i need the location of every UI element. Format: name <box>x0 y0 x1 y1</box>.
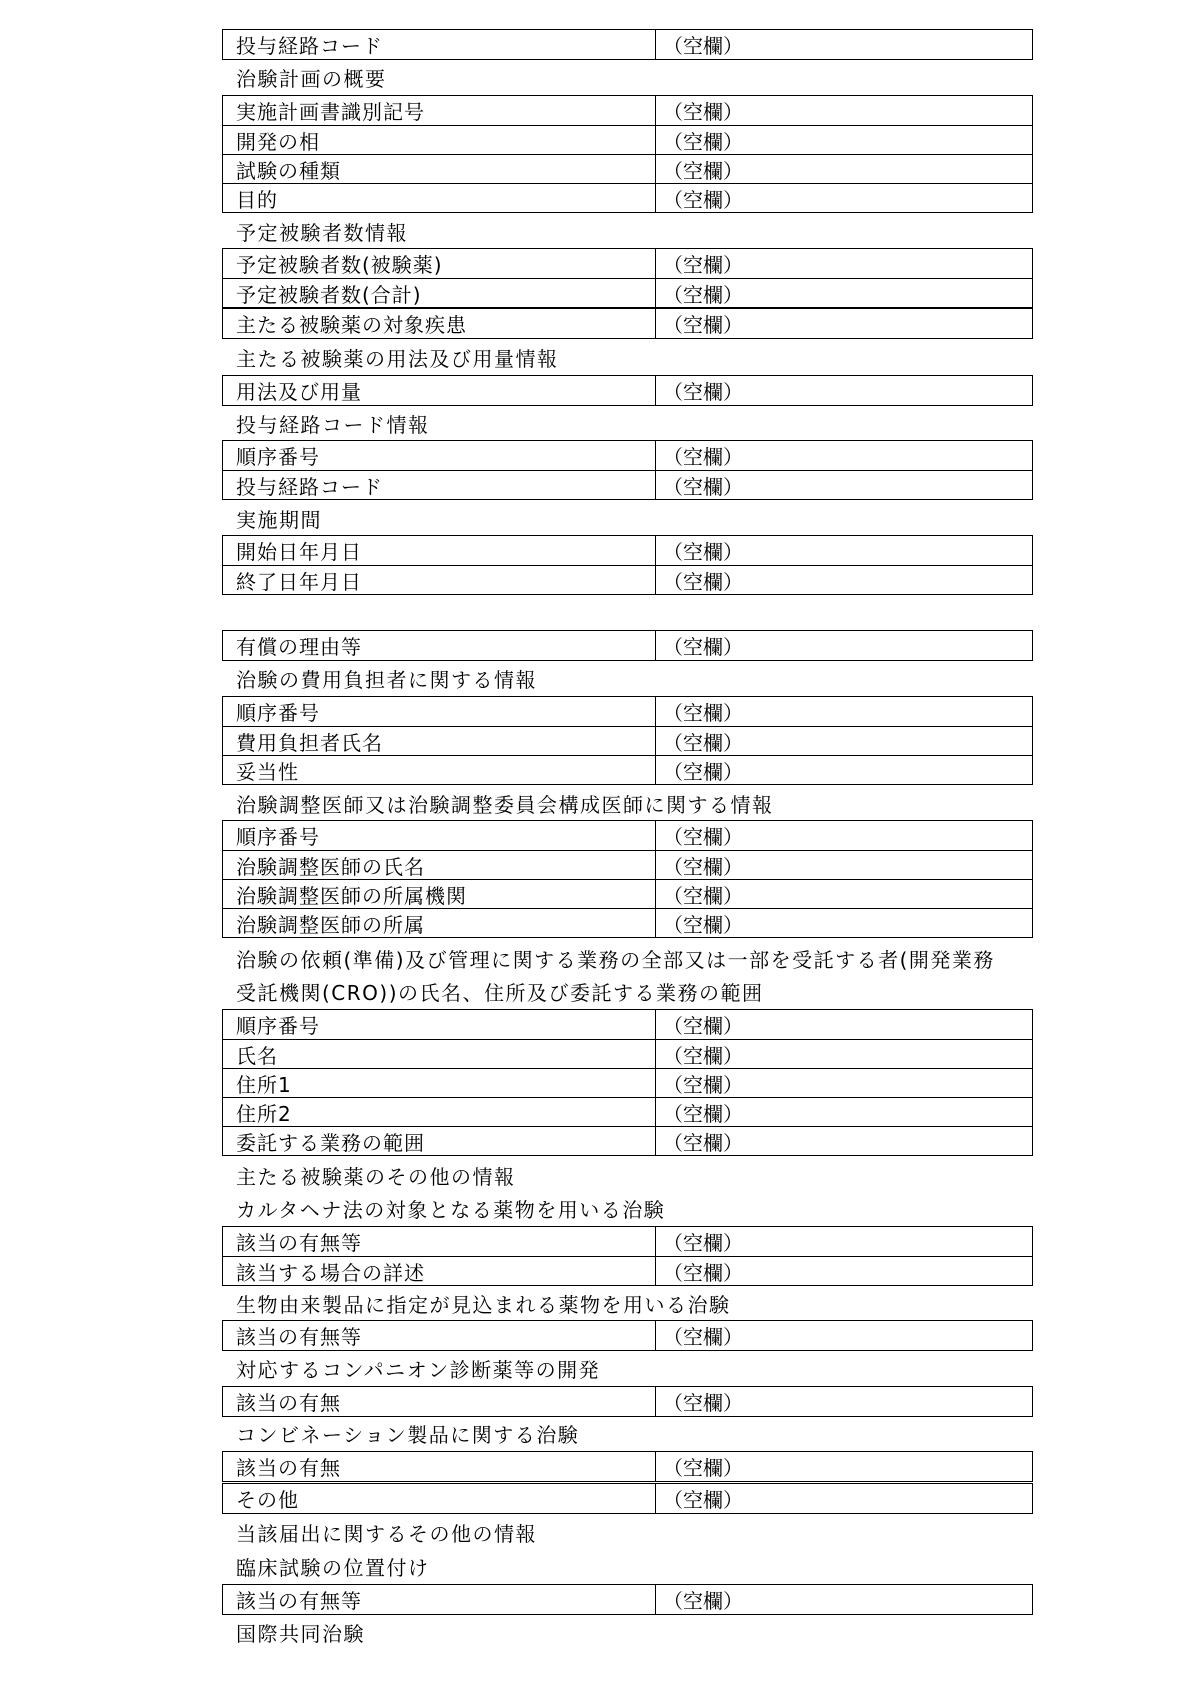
column-divider <box>655 1484 656 1513</box>
table-row <box>223 631 1032 660</box>
field-label: 試験の種類 <box>236 158 341 183</box>
field-table <box>222 696 1033 785</box>
field-value: （空欄） <box>663 730 743 755</box>
field-table <box>222 630 1033 661</box>
column-divider <box>655 30 656 59</box>
field-value: （空欄） <box>663 187 743 212</box>
section-heading: 対応するコンパニオン診断薬等の開発 <box>236 1357 601 1382</box>
table-row <box>223 1039 1032 1068</box>
field-value: （空欄） <box>663 825 743 849</box>
field-value: （空欄） <box>663 158 743 183</box>
field-value: （空欄） <box>663 100 743 124</box>
section-heading: 治験計画の概要 <box>236 66 387 91</box>
table-row <box>223 1387 1032 1416</box>
field-table <box>222 535 1033 595</box>
table-row <box>223 154 1032 183</box>
field-label: 住所2 <box>236 1101 292 1126</box>
column-divider <box>655 1452 656 1481</box>
field-value: （空欄） <box>663 1589 743 1613</box>
table-row <box>223 278 1032 307</box>
table-row <box>223 565 1032 594</box>
field-table <box>222 375 1033 406</box>
field-label: 開発の相 <box>236 129 320 154</box>
table-row <box>223 1585 1032 1614</box>
column-divider <box>655 96 656 125</box>
field-table <box>222 1584 1033 1615</box>
field-value: （空欄） <box>663 129 743 154</box>
field-value: （空欄） <box>663 445 743 469</box>
column-divider <box>655 249 656 278</box>
field-label: 費用負担者氏名 <box>236 730 383 755</box>
field-label: 投与経路コード <box>236 34 383 58</box>
column-divider <box>655 441 656 470</box>
field-value: （空欄） <box>663 1130 743 1155</box>
section-heading: 主たる被験薬のその他の情報 <box>236 1164 516 1189</box>
field-label: 該当の有無等 <box>236 1325 362 1349</box>
column-divider <box>655 631 656 660</box>
column-divider <box>655 1585 656 1614</box>
table-row <box>223 96 1032 125</box>
field-value: （空欄） <box>663 380 743 404</box>
field-value: （空欄） <box>663 1488 743 1512</box>
field-value: （空欄） <box>663 701 743 725</box>
section-heading: 予定被験者数情報 <box>236 220 408 245</box>
column-divider <box>655 1127 656 1155</box>
field-table <box>222 1320 1033 1351</box>
field-table <box>222 95 1033 213</box>
table-row <box>223 755 1032 784</box>
table-row <box>223 879 1032 908</box>
section-heading: 実施期間 <box>236 507 322 532</box>
field-label: 住所1 <box>236 1072 292 1097</box>
field-label: 投与経路コード <box>236 474 383 499</box>
column-divider <box>655 126 656 154</box>
table-row <box>223 1484 1032 1513</box>
section-heading: 投与経路コード情報 <box>236 412 430 437</box>
column-divider <box>655 279 656 307</box>
field-label: 主たる被験薬の対象疾患 <box>236 313 467 337</box>
field-value: （空欄） <box>663 474 743 499</box>
field-label: 順序番号 <box>236 445 320 469</box>
field-label: 順序番号 <box>236 1014 320 1038</box>
field-label: 予定被験者数(被験薬) <box>236 253 443 277</box>
field-value: （空欄） <box>663 854 743 879</box>
section-heading: カルタヘナ法の対象となる薬物を用いる治験 <box>236 1197 666 1222</box>
field-value: （空欄） <box>663 253 743 277</box>
table-row <box>223 850 1032 879</box>
field-label: 実施計画書識別記号 <box>236 100 425 124</box>
section-heading: 臨床試験の位置付け <box>236 1555 430 1580</box>
column-divider <box>655 155 656 183</box>
section-heading: 治験調整医師又は治験調整委員会構成医師に関する情報 <box>236 792 774 817</box>
table-row <box>223 821 1032 850</box>
column-divider <box>655 1069 656 1097</box>
field-table <box>222 1226 1033 1286</box>
section-heading: 国際共同治験 <box>236 1621 365 1646</box>
table-row <box>223 1321 1032 1350</box>
field-table <box>222 29 1033 60</box>
field-table <box>222 820 1033 938</box>
field-label: 妥当性 <box>236 759 299 784</box>
field-value: （空欄） <box>663 313 743 337</box>
column-divider <box>655 309 656 338</box>
column-divider <box>655 184 656 212</box>
table-row <box>223 125 1032 154</box>
field-label: 順序番号 <box>236 701 320 725</box>
field-value: （空欄） <box>663 1231 743 1255</box>
column-divider <box>655 697 656 726</box>
table-row <box>223 249 1032 278</box>
field-label: 終了日年月日 <box>236 569 362 594</box>
field-label: 該当の有無 <box>236 1456 341 1480</box>
column-divider <box>655 756 656 784</box>
field-value: （空欄） <box>663 883 743 908</box>
field-label: 治験調整医師の氏名 <box>236 854 425 879</box>
table-row <box>223 908 1032 937</box>
field-value: （空欄） <box>663 1014 743 1038</box>
table-row <box>223 1068 1032 1097</box>
table-row <box>223 183 1032 212</box>
column-divider <box>655 727 656 755</box>
column-divider <box>655 566 656 594</box>
field-label: 該当の有無等 <box>236 1231 362 1255</box>
column-divider <box>655 471 656 499</box>
field-value: （空欄） <box>663 912 743 937</box>
column-divider <box>655 1098 656 1126</box>
field-label: 治験調整医師の所属機関 <box>236 883 467 908</box>
section-heading: 主たる被験薬の用法及び用量情報 <box>236 346 559 371</box>
field-label: 開始日年月日 <box>236 540 362 564</box>
field-value: （空欄） <box>663 1391 743 1415</box>
field-value: （空欄） <box>663 1456 743 1480</box>
column-divider <box>655 851 656 879</box>
field-value: （空欄） <box>663 1072 743 1097</box>
column-divider <box>655 1010 656 1039</box>
field-value: （空欄） <box>663 569 743 594</box>
field-label: 有償の理由等 <box>236 635 362 659</box>
field-label: 該当の有無 <box>236 1391 341 1415</box>
field-table <box>222 1009 1033 1156</box>
field-label: 委託する業務の範囲 <box>236 1130 425 1155</box>
field-label: 予定被験者数(合計) <box>236 282 422 307</box>
table-row <box>223 1097 1032 1126</box>
column-divider <box>655 1257 656 1285</box>
section-heading: 生物由来製品に指定が見込まれる薬物を用いる治験 <box>236 1292 731 1317</box>
table-row <box>223 697 1032 726</box>
field-label: 該当の有無等 <box>236 1589 362 1613</box>
table-row <box>223 1452 1032 1481</box>
field-value: （空欄） <box>663 1325 743 1349</box>
column-divider <box>655 909 656 937</box>
table-row <box>223 1256 1032 1285</box>
column-divider <box>655 1321 656 1350</box>
table-row <box>223 441 1032 470</box>
field-table <box>222 308 1033 339</box>
field-value: （空欄） <box>663 1043 743 1068</box>
field-label: 治験調整医師の所属 <box>236 912 425 937</box>
table-row <box>223 309 1032 338</box>
table-row <box>223 470 1032 499</box>
column-divider <box>655 1387 656 1416</box>
column-divider <box>655 821 656 850</box>
field-label: 氏名 <box>236 1043 278 1068</box>
section-heading: 受託機関(CRO))の氏名、住所及び委託する業務の範囲 <box>236 980 764 1005</box>
section-heading: 当該届出に関するその他の情報 <box>236 1521 537 1546</box>
table-row <box>223 376 1032 405</box>
field-value: （空欄） <box>663 282 743 307</box>
table-row <box>223 726 1032 755</box>
field-value: （空欄） <box>663 34 743 58</box>
field-value: （空欄） <box>663 1260 743 1285</box>
table-row <box>223 1126 1032 1155</box>
section-heading: 治験の費用負担者に関する情報 <box>236 667 537 692</box>
field-table <box>222 248 1033 308</box>
field-table <box>222 1451 1033 1482</box>
column-divider <box>655 880 656 908</box>
field-label: 該当する場合の詳述 <box>236 1260 425 1285</box>
field-table <box>222 1386 1033 1417</box>
section-heading: コンビネーション製品に関する治験 <box>236 1422 580 1447</box>
field-value: （空欄） <box>663 759 743 784</box>
field-label: その他 <box>236 1488 299 1512</box>
field-label: 用法及び用量 <box>236 380 362 404</box>
field-table <box>222 1483 1033 1514</box>
column-divider <box>655 376 656 405</box>
table-row <box>223 1010 1032 1039</box>
field-label: 目的 <box>236 187 278 212</box>
field-value: （空欄） <box>663 1101 743 1126</box>
table-row <box>223 30 1032 59</box>
section-heading: 治験の依頼(準備)及び管理に関する業務の全部又は一部を受託する者(開発業務 <box>236 947 995 972</box>
table-row <box>223 536 1032 565</box>
field-value: （空欄） <box>663 635 743 659</box>
field-value: （空欄） <box>663 540 743 564</box>
field-label: 順序番号 <box>236 825 320 849</box>
column-divider <box>655 1227 656 1256</box>
column-divider <box>655 1040 656 1068</box>
table-row <box>223 1227 1032 1256</box>
column-divider <box>655 536 656 565</box>
field-table <box>222 440 1033 500</box>
